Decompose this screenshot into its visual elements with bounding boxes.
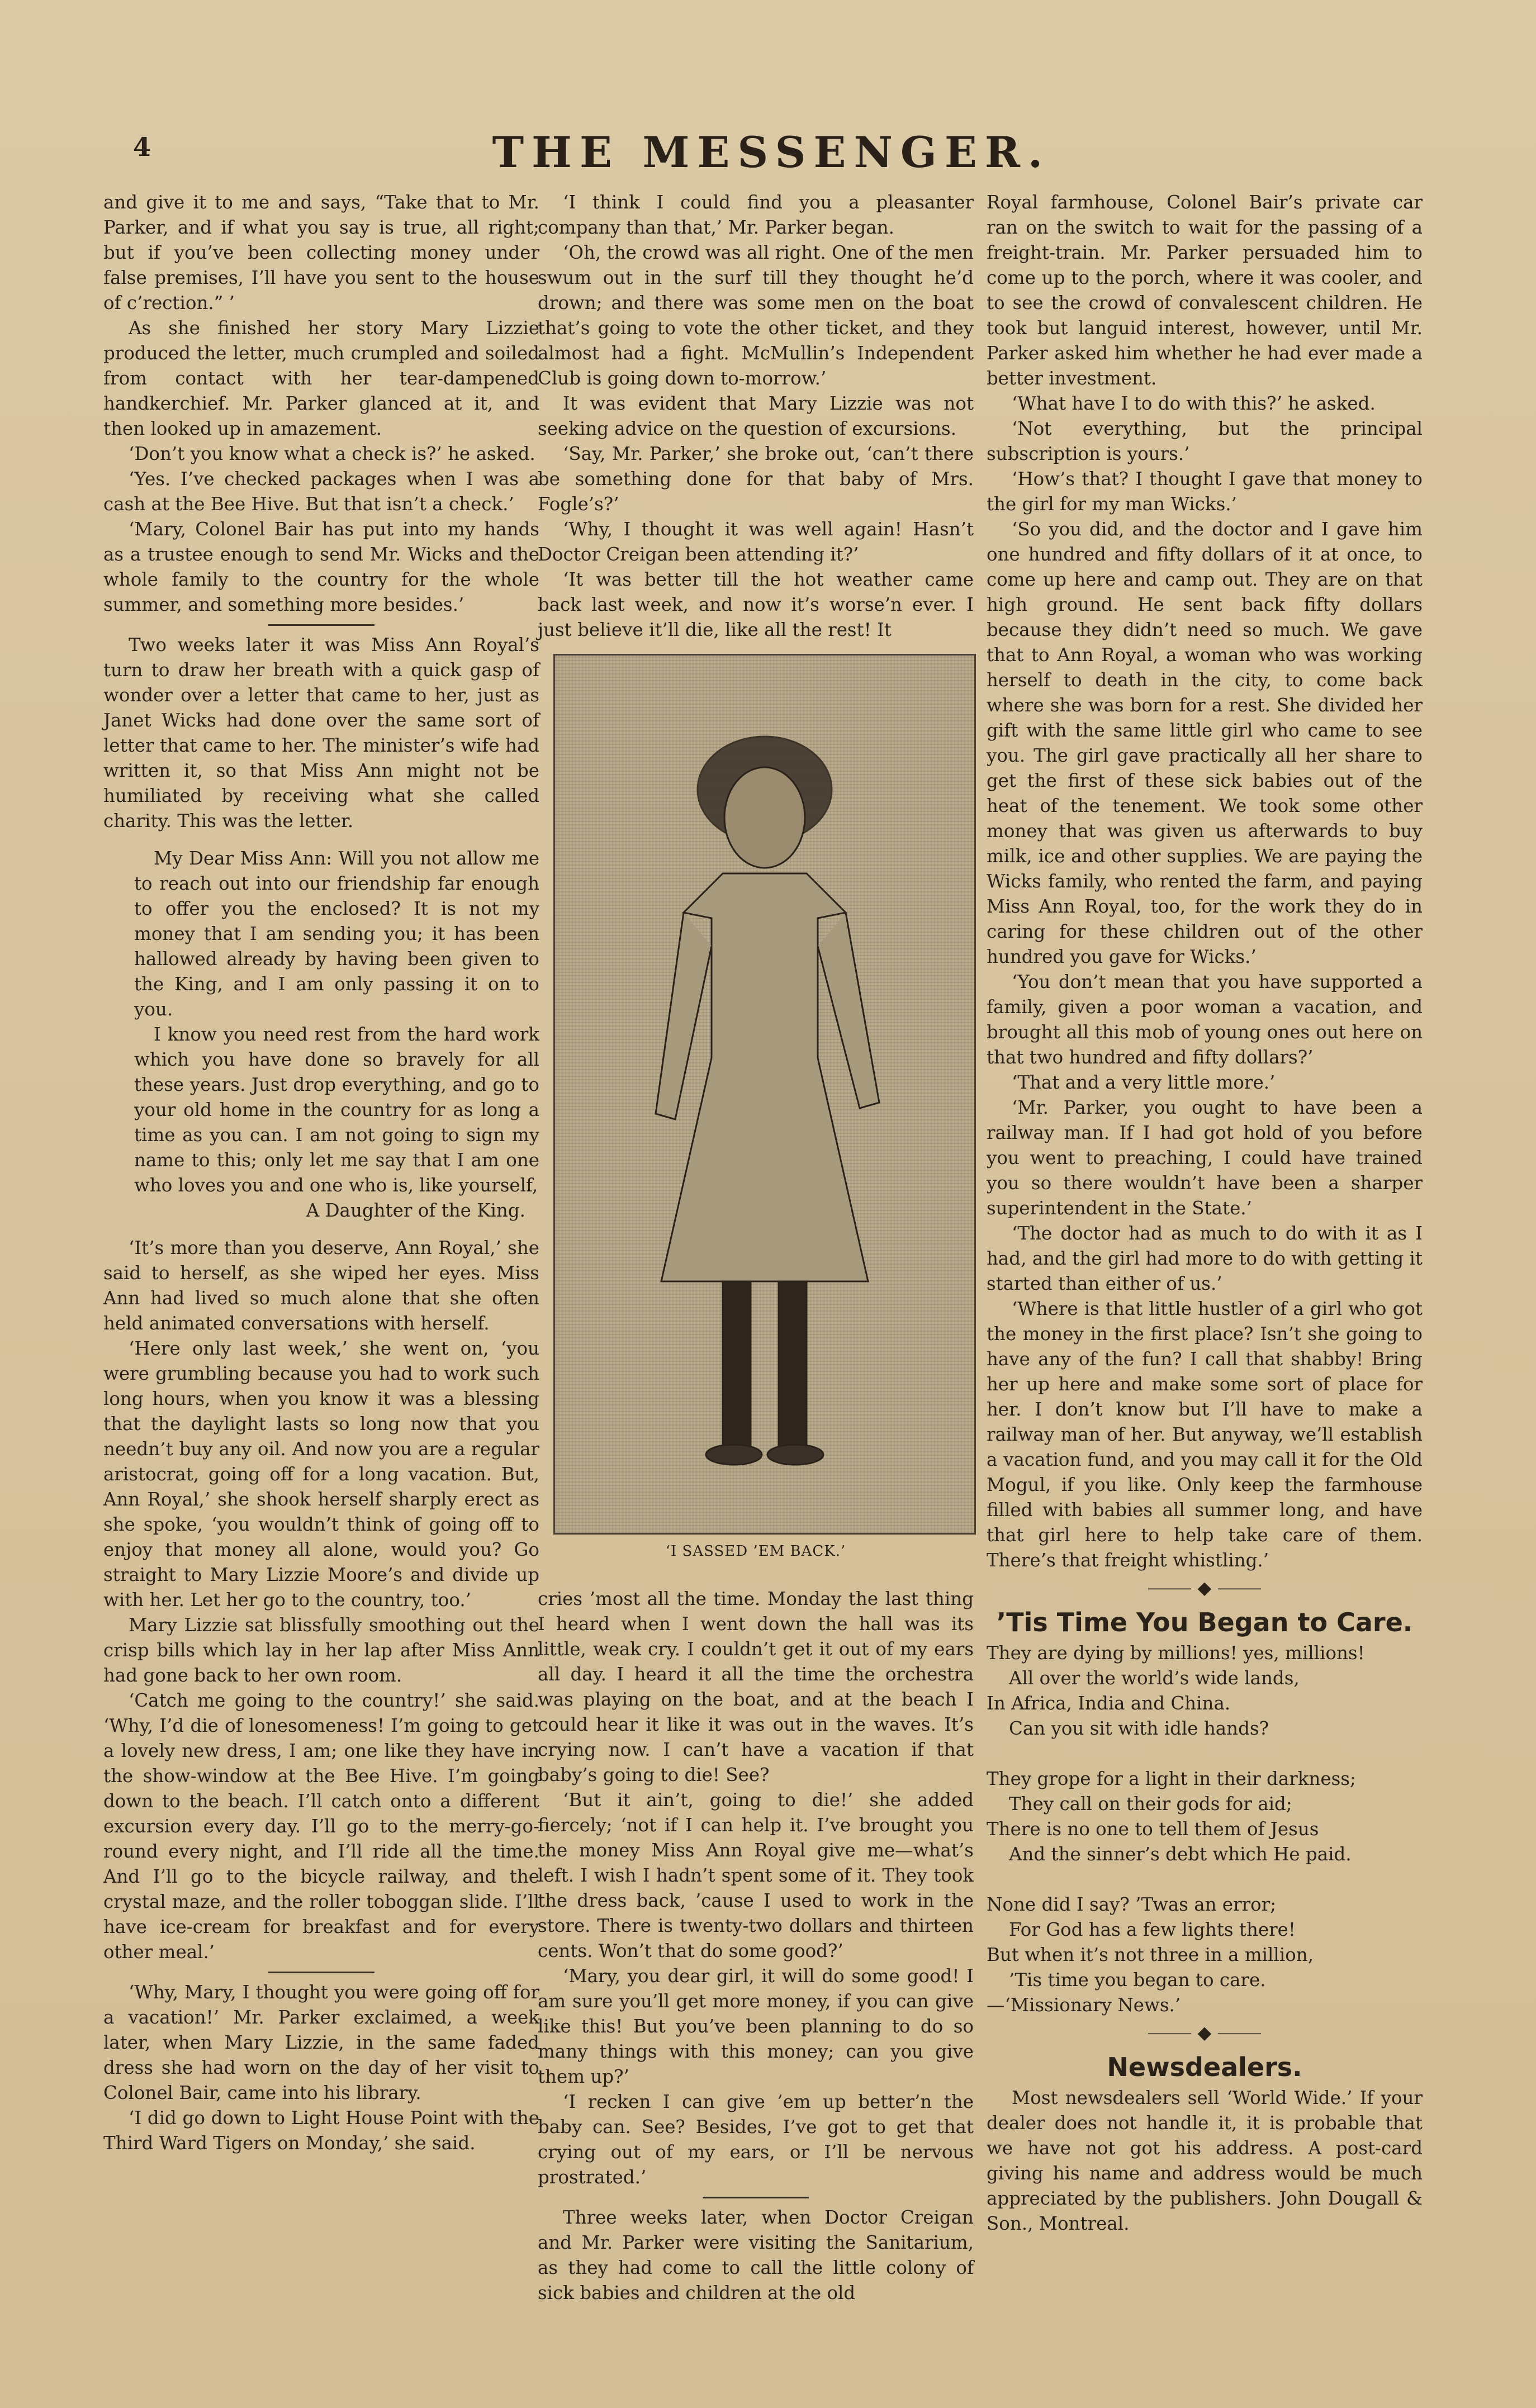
poem-line: None did I say? ’Twas an error; bbox=[987, 1894, 1277, 1915]
letter-signature: A Daughter of the King. bbox=[306, 1200, 525, 1221]
ornament-divider: ⸻ ◆ ⸻ bbox=[1147, 2022, 1262, 2043]
page-header bbox=[117, 127, 1425, 178]
poem-line: They call on their gods for aid; bbox=[1009, 1793, 1292, 1815]
poem-source: —‘Missionary News.’ bbox=[987, 1994, 1181, 2016]
letter-block bbox=[103, 846, 539, 1223]
paragraph: ‘How’s that? I thought I gave that money to the girl for my man Wicks.’ bbox=[987, 468, 1423, 515]
paragraph: ‘Mary, you dear girl, it will do some good! I am sure you’ll get more money, if you can give like this! But you’ve been planning to do so many things with this money; can you give them up?’ bbox=[538, 1965, 974, 2087]
poem bbox=[987, 1641, 1423, 2018]
paragraph: ‘Here only last week,’ she went on, ‘you were grumbling because you had to work such long hours, when you know it was a blessing that the daylight lasts so long now that you needn’t buy any oil. And now you are a regular aristocrat, going off for a long vacation. But, Ann Royal,’ she shook herself sharply erect as she spoke, ‘you wouldn’t think of going off to enjoy that money all alone, would you? Go straight to Mary Lizzie Moore’s and divide up with her. Let her go to the country, too.’ bbox=[103, 1338, 539, 1611]
poem-line: For God has a few lights there! bbox=[1009, 1919, 1296, 1940]
paragraph: It was evident that Mary Lizzie was not seeking advice on the question of excursions. bbox=[538, 393, 974, 439]
poem-line: They grope for a light in their darkness; bbox=[987, 1768, 1356, 1789]
letter-paragraph: My Dear Miss Ann: Will you not allow me to reach out into our friendship far enough to offer you the enclosed? It is not my money that I am sending you; it has been hallowed already by having been given to the King, and I am only passing it on to you. bbox=[134, 848, 539, 1020]
poem-line: All over the world’s wide lands, bbox=[1009, 1668, 1300, 1689]
paragraph: Most newsdealers sell ‘World Wide.’ If your dealer does not handle it, it is probable that we have not got his address. A post-card giving his name and address would be much appreciated by the publishers. John Dougall & Son., Montreal. bbox=[987, 2087, 1423, 2234]
column-3 bbox=[987, 190, 1423, 2236]
paragraph: ‘But it ain’t, going to die!’ she added fiercely; ‘not if I can help it. I’ve brought you the money Miss Ann Royal give me—what’s left. I wish I hadn’t spent some of it. They took the dress back, ’cause I used to work in the store. There is twenty-two dollars and thirteen cents. Won’t that do some good?’ bbox=[538, 1789, 974, 1961]
paragraph: As she finished her story Mary Lizzie produced the letter, much crumpled and soiled from contact with her tear-dampened handkerchief. Mr. Parker glanced at it, and then looked up in amazement. bbox=[103, 317, 539, 439]
paragraph: cries ’most all the time. Monday the last thing I heard when I went down the hall was its little, weak cry. I couldn’t get it out of my ears all day. I heard it all the time the orchestra was playing on the boat, and at the beach I could hear it like it was out in the waves. It’s crying now. I can’t have a vacation if that baby’s going to die! See? bbox=[538, 1588, 974, 1785]
column-1 bbox=[103, 190, 539, 2156]
page-number: 4 bbox=[133, 132, 151, 162]
girl-figure-drawing bbox=[555, 656, 974, 1533]
column-2 bbox=[538, 190, 974, 2306]
paragraph: ‘Not everything, but the principal subscription is yours.’ bbox=[987, 418, 1423, 464]
paragraph: ‘Mary, Colonel Bair has put into my hands as a trustee enough to send Mr. Wicks and the whole family to the country for the whole summer, and something more besides.’ bbox=[103, 519, 539, 615]
paragraph: and give it to me and says, “Take that to Mr. Parker, and if what you say is true, all right; but if you’ve been collecting money under false premises, I’ll have you sent to the house of c’rection.” ’ bbox=[103, 192, 539, 314]
paragraph: ‘So you did, and the doctor and I gave him one hundred and fifty dollars of it at once, to come up here and camp out. They are on that high ground. He sent back fifty dollars because they didn’t need so much. We gave that to Ann Royal, a woman who was working herself to death in the city, to come back where she was born for a rest. She divided her gift with the same little girl who came to see you. The girl gave practically all her share to get the first of these sick babies out of the heat of the tenement. We took some other money that was given us afterwards to buy milk, ice and other supplies. We are paying the Wicks family, who rented the farm, and paying Miss Ann Royal, too, for the work they do in caring for these children out of the other hundred you gave for Wicks.’ bbox=[987, 519, 1423, 967]
poem-line: There is no one to tell them of Jesus bbox=[987, 1818, 1319, 1840]
girl-illustration bbox=[553, 654, 976, 1535]
poem-line: In Africa, India and China. bbox=[987, 1693, 1231, 1714]
paragraph: ‘Where is that little hustler of a girl who got the money in the first place? Isn’t she going to have any of the fun? I call that shabby! Bring her up here and make some sort of place for her. I don’t know but I’ll have to make a railway man of her. But anyway, we’ll establish a vacation fund, and you may call it for the Old Mogul, if you like. Only keep the farmhouse filled with babies all summer long, and have that girl here to help take care of them. There’s that freight whistling.’ bbox=[987, 1298, 1423, 1571]
paragraph: ‘Say, Mr. Parker,’ she broke out, ‘can’t there be something done for that baby of Mrs. Fogle’s?’ bbox=[538, 443, 974, 515]
paragraph: ‘You don’t mean that you have supported a family, given a poor woman a vacation, and brought all this mob of young ones out here on that two hundred and fifty dollars?’ bbox=[987, 971, 1423, 1068]
paragraph: ‘Why, I thought it was well again! Hasn’t Doctor Creigan been attending it?’ bbox=[538, 519, 974, 565]
paragraph: ‘Oh, the crowd was all right. One of the men swum out in the surf till they thought he’d drown; and there was some men on the boat that’s going to vote the other ticket, and they almost had a fight. McMullin’s Independent Club is going down to-morrow.’ bbox=[538, 242, 974, 389]
poem-line: And the sinner’s debt which He paid. bbox=[1009, 1844, 1352, 1865]
paragraph: Royal farmhouse, Colonel Bair’s private car ran on the switch to wait for the passing of a freight-train. Mr. Parker persuaded him to come up to the porch, where it was cooler, and to see the crowd of convalescent children. He took but languid interest, however, until Mr. Parker asked him whether he had ever made a better investment. bbox=[987, 192, 1423, 389]
paragraph: ‘That and a very little more.’ bbox=[1012, 1072, 1276, 1093]
poem-line: ’Tis time you began to care. bbox=[1009, 1969, 1266, 1991]
paragraph: ‘Mr. Parker, you ought to have been a railway man. If I had got hold of you before you went to preaching, I could have trained you so there wouldn’t have been a sharper superintendent in the State.’ bbox=[987, 1097, 1423, 1219]
letter-paragraph: I know you need rest from the hard work which you have done so bravely for all these years. Just drop everything, and go to your old home in the country for as long a time as you can. I am not going to sign my name to this; only let me say that I am one who loves you and one who is, like yourself, bbox=[134, 1024, 539, 1196]
section-rule bbox=[703, 2197, 809, 2198]
paragraph: ‘Why, Mary, I thought you were going off for a vacation!’ Mr. Parker exclaimed, a week later, when Mary Lizzie, in the same faded dress she had worn on the day of her visit to Colonel Bair, came into his library. bbox=[103, 1982, 539, 2103]
paragraph: ‘The doctor had as much to do with it as I had, and the girl had more to do with getting it started than either of us.’ bbox=[987, 1223, 1423, 1294]
ornament-divider: ⸻ ◆ ⸻ bbox=[1147, 1577, 1262, 1598]
paragraph: Two weeks later it was Miss Ann Royal’s turn to draw her breath with a quick gasp of wonder over a letter that came to her, just as Janet Wicks had done over the same sort of letter that came to her. The minister’s wife had written it, so that Miss Ann might not be humiliated by receiving what she called charity. This was the letter. bbox=[103, 634, 539, 832]
paragraph: ‘What have I to do with this?’ he asked. bbox=[1012, 393, 1376, 414]
paragraph: ‘It’s more than you deserve, Ann Royal,’ she said to herself, as she wiped her eyes. Miss Ann had lived so much alone that she often held animated conversations with herself. bbox=[103, 1237, 539, 1334]
paragraph: ‘Don’t you know what a check is?’ he asked. bbox=[129, 443, 535, 464]
poem-line: But when it’s not three in a million, bbox=[987, 1944, 1314, 1965]
section-rule bbox=[268, 624, 374, 626]
paragraph: ‘Yes. I’ve checked packages when I was a cash at the Bee Hive. But that isn’t a check.’ bbox=[103, 468, 539, 515]
poem-title: ’Tis Time You Began to Care. bbox=[996, 1607, 1413, 1637]
poem-line: They are dying by millions! yes, millions! bbox=[987, 1642, 1365, 1664]
paragraph: Three weeks later, when Doctor Creigan and Mr. Parker were visiting the Sanitarium, as they had come to call the little colony of sick babies and children at the old bbox=[538, 2207, 974, 2303]
paragraph: ‘I recken I can give ’em up better’n the baby can. See? Besides, I’ve got to get that crying out of my ears, or I’ll be nervous prostrated.’ bbox=[538, 2091, 974, 2188]
paragraph: ‘I did go down to Light House Point with the Third Ward Tigers on Monday,’ she said. bbox=[103, 2107, 539, 2154]
section-rule bbox=[268, 1972, 374, 1973]
paragraph: ‘I think I could find you a pleasanter company than that,’ Mr. Parker began. bbox=[538, 192, 974, 238]
paragraph: Mary Lizzie sat blissfully smoothing out the crisp bills which lay in her lap after Miss Ann had gone back to her own room. bbox=[103, 1614, 539, 1686]
illustration-caption: ‘I SASSED ’EM BACK.’ bbox=[665, 1543, 846, 1560]
newsdealers-title: Newsdealers. bbox=[1107, 2052, 1302, 2082]
poem-line: Can you sit with idle hands? bbox=[1009, 1718, 1269, 1739]
paragraph: ‘Catch me going to the country!’ she said. ‘Why, I’d die of lonesomeness! I’m going to get a lovely new dress, I am; one like they have in the show-window at the Bee Hive. I’m going down to the beach. I’ll catch onto a different excursion every day. I’ll go to the merry-go-round every night, and I’ll ride all the time. And I’ll go to the bicycle railway, and the crystal maze, and the roller toboggan slide. I’ll have ice-cream for breakfast and for every other meal.’ bbox=[103, 1690, 539, 1963]
masthead-title: THE MESSENGER. bbox=[492, 127, 1051, 177]
paragraph: ‘It was better till the hot weather came back last week, and now it’s worse’n ever. I just believe it’ll die, like all the rest! It bbox=[538, 569, 974, 640]
